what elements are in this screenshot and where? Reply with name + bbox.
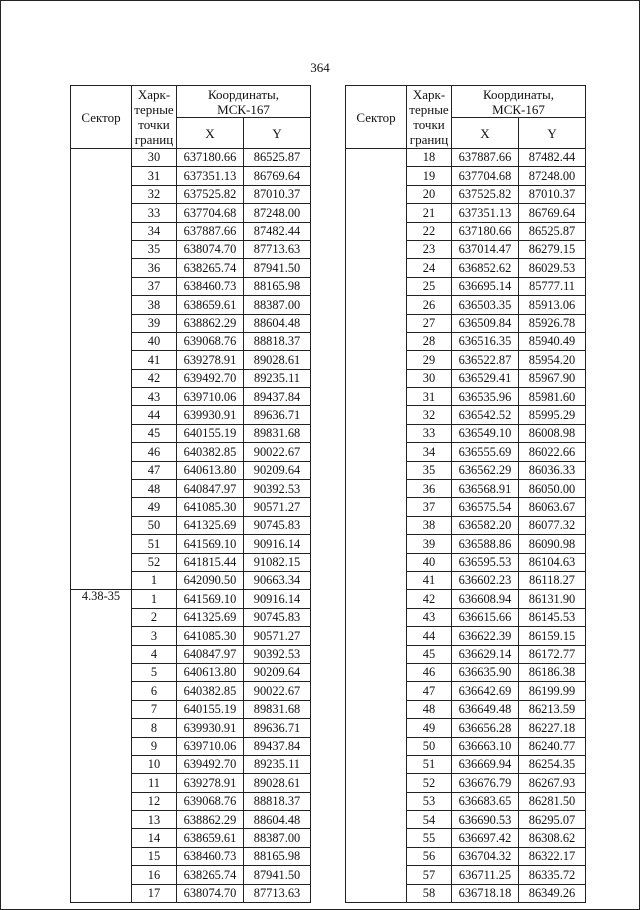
x-cell: 641085.30 [177, 498, 244, 516]
point-cell: 31 [407, 388, 452, 406]
y-cell: 87482.44 [519, 149, 586, 167]
x-cell: 639930.91 [177, 406, 244, 424]
sector-cell: 4.38-35 [71, 590, 132, 903]
point-cell: 8 [132, 719, 177, 737]
x-cell: 637704.68 [177, 204, 244, 222]
y-cell: 89636.71 [244, 719, 311, 737]
y-cell: 86525.87 [519, 222, 586, 240]
point-cell: 34 [407, 443, 452, 461]
point-cell: 22 [407, 222, 452, 240]
point-cell: 34 [132, 222, 177, 240]
y-cell: 90392.53 [244, 645, 311, 663]
point-cell: 23 [407, 240, 452, 258]
x-cell: 638659.61 [177, 829, 244, 847]
point-cell: 24 [407, 259, 452, 277]
y-cell: 86008.98 [519, 424, 586, 442]
y-cell: 85981.60 [519, 388, 586, 406]
x-cell: 636562.29 [452, 461, 519, 479]
point-cell: 45 [132, 424, 177, 442]
point-cell: 51 [132, 535, 177, 553]
x-cell: 637014.47 [452, 240, 519, 258]
x-cell: 636608.94 [452, 590, 519, 608]
header-x: X [177, 118, 244, 149]
point-cell: 32 [407, 406, 452, 424]
y-cell: 86077.32 [519, 516, 586, 534]
point-cell: 50 [407, 737, 452, 755]
x-cell: 638265.74 [177, 866, 244, 884]
y-cell: 88818.37 [244, 792, 311, 810]
point-cell: 58 [407, 884, 452, 902]
point-cell: 18 [407, 149, 452, 167]
y-cell: 86104.63 [519, 553, 586, 571]
x-cell: 640613.80 [177, 461, 244, 479]
x-cell: 636549.10 [452, 424, 519, 442]
y-cell: 90745.83 [244, 608, 311, 626]
x-cell: 636503.35 [452, 296, 519, 314]
x-cell: 639710.06 [177, 737, 244, 755]
point-cell: 33 [407, 424, 452, 442]
y-cell: 88165.98 [244, 847, 311, 865]
x-cell: 636635.90 [452, 663, 519, 681]
y-cell: 88165.98 [244, 277, 311, 295]
y-cell: 86022.66 [519, 443, 586, 461]
x-cell: 636852.62 [452, 259, 519, 277]
y-cell: 89437.84 [244, 737, 311, 755]
point-cell: 42 [407, 590, 452, 608]
x-cell: 639278.91 [177, 351, 244, 369]
y-cell: 86227.18 [519, 719, 586, 737]
table-body-left [71, 149, 311, 903]
point-cell: 32 [132, 185, 177, 203]
x-cell: 637351.13 [452, 204, 519, 222]
header-coords: Координаты, МСК-167 [452, 86, 586, 118]
y-cell: 86145.53 [519, 608, 586, 626]
y-cell: 90022.67 [244, 443, 311, 461]
y-cell: 88387.00 [244, 829, 311, 847]
x-cell: 636663.10 [452, 737, 519, 755]
y-cell: 90392.53 [244, 480, 311, 498]
point-cell: 35 [407, 461, 452, 479]
point-cell: 51 [407, 755, 452, 773]
header-coords: Координаты, МСК-167 [177, 86, 311, 118]
x-cell: 636656.28 [452, 719, 519, 737]
y-cell: 86090.98 [519, 535, 586, 553]
header-sector: Сектор [346, 86, 407, 149]
y-cell: 86335.72 [519, 866, 586, 884]
y-cell: 87941.50 [244, 259, 311, 277]
point-cell: 53 [407, 792, 452, 810]
page-number: 364 [310, 60, 330, 75]
y-cell: 89028.61 [244, 774, 311, 792]
x-cell: 639278.91 [177, 774, 244, 792]
y-cell: 90916.14 [244, 590, 311, 608]
x-cell: 637180.66 [452, 222, 519, 240]
y-cell: 87713.63 [244, 240, 311, 258]
point-cell: 57 [407, 866, 452, 884]
x-cell: 638074.70 [177, 884, 244, 902]
y-cell: 86308.62 [519, 829, 586, 847]
point-cell: 39 [132, 314, 177, 332]
point-cell: 47 [407, 682, 452, 700]
x-cell: 636522.87 [452, 351, 519, 369]
x-cell: 636602.23 [452, 571, 519, 589]
y-cell: 87248.00 [519, 167, 586, 185]
point-cell: 37 [407, 498, 452, 516]
y-cell: 86267.93 [519, 774, 586, 792]
point-cell: 44 [407, 627, 452, 645]
point-cell: 41 [132, 351, 177, 369]
point-cell: 43 [407, 608, 452, 626]
x-cell: 636555.69 [452, 443, 519, 461]
x-cell: 639710.06 [177, 388, 244, 406]
x-cell: 638074.70 [177, 240, 244, 258]
point-cell: 56 [407, 847, 452, 865]
point-cell: 46 [407, 663, 452, 681]
point-cell: 46 [132, 443, 177, 461]
y-cell: 88387.00 [244, 296, 311, 314]
x-cell: 636629.14 [452, 645, 519, 663]
point-cell: 21 [407, 204, 452, 222]
y-cell: 86240.77 [519, 737, 586, 755]
x-cell: 640155.19 [177, 700, 244, 718]
x-cell: 638862.29 [177, 314, 244, 332]
y-cell: 90745.83 [244, 516, 311, 534]
y-cell: 87010.37 [244, 185, 311, 203]
point-cell: 3 [132, 627, 177, 645]
sector-cell [346, 149, 407, 903]
point-cell: 30 [132, 149, 177, 167]
x-cell: 640847.97 [177, 480, 244, 498]
point-cell: 38 [407, 516, 452, 534]
point-cell: 52 [407, 774, 452, 792]
y-cell: 90916.14 [244, 535, 311, 553]
point-cell: 31 [132, 167, 177, 185]
point-cell: 40 [407, 553, 452, 571]
x-cell: 636697.42 [452, 829, 519, 847]
y-cell: 89636.71 [244, 406, 311, 424]
x-cell: 636615.66 [452, 608, 519, 626]
y-cell: 88604.48 [244, 811, 311, 829]
point-cell: 36 [132, 259, 177, 277]
y-cell: 90022.67 [244, 682, 311, 700]
y-cell: 86295.07 [519, 811, 586, 829]
y-cell: 85967.90 [519, 369, 586, 387]
x-cell: 637525.82 [452, 185, 519, 203]
x-cell: 636669.94 [452, 755, 519, 773]
y-cell: 90571.27 [244, 627, 311, 645]
x-cell: 641569.10 [177, 590, 244, 608]
point-cell: 55 [407, 829, 452, 847]
y-cell: 86118.27 [519, 571, 586, 589]
y-cell: 85913.06 [519, 296, 586, 314]
x-cell: 639068.76 [177, 332, 244, 350]
point-cell: 45 [407, 645, 452, 663]
point-cell: 13 [132, 811, 177, 829]
x-cell: 637525.82 [177, 185, 244, 203]
coordinates-table-right [345, 85, 586, 903]
header-x: X [452, 118, 519, 149]
x-cell: 636588.86 [452, 535, 519, 553]
x-cell: 636676.79 [452, 774, 519, 792]
point-cell: 33 [132, 204, 177, 222]
point-cell: 11 [132, 774, 177, 792]
x-cell: 638862.29 [177, 811, 244, 829]
x-cell: 639068.76 [177, 792, 244, 810]
x-cell: 639930.91 [177, 719, 244, 737]
y-cell: 87482.44 [244, 222, 311, 240]
y-cell: 86050.00 [519, 480, 586, 498]
y-cell: 85995.29 [519, 406, 586, 424]
x-cell: 636575.54 [452, 498, 519, 516]
point-cell: 47 [132, 461, 177, 479]
point-cell: 19 [407, 167, 452, 185]
point-cell: 12 [132, 792, 177, 810]
header-points: Харк- терные точки границ [407, 86, 452, 149]
y-cell: 90571.27 [244, 498, 311, 516]
x-cell: 636529.41 [452, 369, 519, 387]
x-cell: 637180.66 [177, 149, 244, 167]
y-cell: 86281.50 [519, 792, 586, 810]
x-cell: 636642.69 [452, 682, 519, 700]
y-cell: 89235.11 [244, 369, 311, 387]
x-cell: 640382.85 [177, 682, 244, 700]
y-cell: 89437.84 [244, 388, 311, 406]
y-cell: 86279.15 [519, 240, 586, 258]
y-cell: 85777.11 [519, 277, 586, 295]
x-cell: 636622.39 [452, 627, 519, 645]
x-cell: 636582.20 [452, 516, 519, 534]
y-cell: 89831.68 [244, 424, 311, 442]
point-cell: 43 [132, 388, 177, 406]
point-cell: 36 [407, 480, 452, 498]
x-cell: 636711.25 [452, 866, 519, 884]
point-cell: 17 [132, 884, 177, 902]
y-cell: 89028.61 [244, 351, 311, 369]
point-cell: 1 [132, 571, 177, 589]
y-cell: 86029.53 [519, 259, 586, 277]
point-cell: 39 [407, 535, 452, 553]
point-cell: 9 [132, 737, 177, 755]
y-cell: 88604.48 [244, 314, 311, 332]
y-cell: 86186.38 [519, 663, 586, 681]
x-cell: 640155.19 [177, 424, 244, 442]
header-y: Y [519, 118, 586, 149]
point-cell: 37 [132, 277, 177, 295]
x-cell: 640613.80 [177, 663, 244, 681]
point-cell: 54 [407, 811, 452, 829]
point-cell: 35 [132, 240, 177, 258]
y-cell: 89235.11 [244, 755, 311, 773]
point-cell: 16 [132, 866, 177, 884]
point-cell: 28 [407, 332, 452, 350]
y-cell: 86213.59 [519, 700, 586, 718]
point-cell: 40 [132, 332, 177, 350]
point-cell: 10 [132, 755, 177, 773]
y-cell: 86063.67 [519, 498, 586, 516]
header-y: Y [244, 118, 311, 149]
y-cell: 87713.63 [244, 884, 311, 902]
y-cell: 86036.33 [519, 461, 586, 479]
x-cell: 636542.52 [452, 406, 519, 424]
point-cell: 49 [132, 498, 177, 516]
table-row [71, 149, 311, 167]
point-cell: 26 [407, 296, 452, 314]
x-cell: 641815.44 [177, 553, 244, 571]
x-cell: 636718.18 [452, 884, 519, 902]
point-cell: 44 [132, 406, 177, 424]
point-cell: 2 [132, 608, 177, 626]
x-cell: 636690.53 [452, 811, 519, 829]
x-cell: 640847.97 [177, 645, 244, 663]
x-cell: 638659.61 [177, 296, 244, 314]
table-row [71, 590, 311, 608]
point-cell: 30 [407, 369, 452, 387]
point-cell: 7 [132, 700, 177, 718]
y-cell: 90663.34 [244, 571, 311, 589]
x-cell: 641569.10 [177, 535, 244, 553]
y-cell: 86254.35 [519, 755, 586, 773]
point-cell: 41 [407, 571, 452, 589]
x-cell: 636568.91 [452, 480, 519, 498]
y-cell: 86199.99 [519, 682, 586, 700]
point-cell: 1 [132, 590, 177, 608]
x-cell: 636535.96 [452, 388, 519, 406]
y-cell: 86131.90 [519, 590, 586, 608]
x-cell: 636595.53 [452, 553, 519, 571]
y-cell: 90209.64 [244, 663, 311, 681]
y-cell: 86159.15 [519, 627, 586, 645]
header-points: Харк- терные точки границ [132, 86, 177, 149]
x-cell: 642090.50 [177, 571, 244, 589]
x-cell: 637887.66 [452, 149, 519, 167]
point-cell: 48 [407, 700, 452, 718]
table-body-right [346, 149, 586, 903]
point-cell: 42 [132, 369, 177, 387]
y-cell: 86525.87 [244, 149, 311, 167]
y-cell: 86322.17 [519, 847, 586, 865]
y-cell: 86769.64 [519, 204, 586, 222]
point-cell: 29 [407, 351, 452, 369]
y-cell: 87248.00 [244, 204, 311, 222]
x-cell: 636509.84 [452, 314, 519, 332]
x-cell: 637351.13 [177, 167, 244, 185]
x-cell: 636704.32 [452, 847, 519, 865]
y-cell: 87941.50 [244, 866, 311, 884]
sector-cell [71, 149, 132, 590]
x-cell: 638460.73 [177, 277, 244, 295]
x-cell: 640382.85 [177, 443, 244, 461]
x-cell: 636695.14 [452, 277, 519, 295]
y-cell: 85940.49 [519, 332, 586, 350]
y-cell: 88818.37 [244, 332, 311, 350]
point-cell: 5 [132, 663, 177, 681]
x-cell: 638265.74 [177, 259, 244, 277]
point-cell: 20 [407, 185, 452, 203]
coordinates-table-left [70, 85, 311, 903]
x-cell: 636649.48 [452, 700, 519, 718]
x-cell: 641325.69 [177, 608, 244, 626]
x-cell: 636516.35 [452, 332, 519, 350]
y-cell: 91082.15 [244, 553, 311, 571]
point-cell: 4 [132, 645, 177, 663]
x-cell: 636683.65 [452, 792, 519, 810]
header-sector: Сектор [71, 86, 132, 149]
table-row [346, 149, 586, 167]
x-cell: 641085.30 [177, 627, 244, 645]
x-cell: 638460.73 [177, 847, 244, 865]
x-cell: 639492.70 [177, 755, 244, 773]
y-cell: 90209.64 [244, 461, 311, 479]
point-cell: 27 [407, 314, 452, 332]
point-cell: 25 [407, 277, 452, 295]
point-cell: 49 [407, 719, 452, 737]
y-cell: 86172.77 [519, 645, 586, 663]
y-cell: 85926.78 [519, 314, 586, 332]
point-cell: 6 [132, 682, 177, 700]
point-cell: 14 [132, 829, 177, 847]
point-cell: 52 [132, 553, 177, 571]
point-cell: 50 [132, 516, 177, 534]
point-cell: 15 [132, 847, 177, 865]
y-cell: 85954.20 [519, 351, 586, 369]
y-cell: 87010.37 [519, 185, 586, 203]
point-cell: 48 [132, 480, 177, 498]
x-cell: 641325.69 [177, 516, 244, 534]
y-cell: 89831.68 [244, 700, 311, 718]
x-cell: 639492.70 [177, 369, 244, 387]
x-cell: 637887.66 [177, 222, 244, 240]
y-cell: 86769.64 [244, 167, 311, 185]
point-cell: 38 [132, 296, 177, 314]
x-cell: 637704.68 [452, 167, 519, 185]
y-cell: 86349.26 [519, 884, 586, 902]
